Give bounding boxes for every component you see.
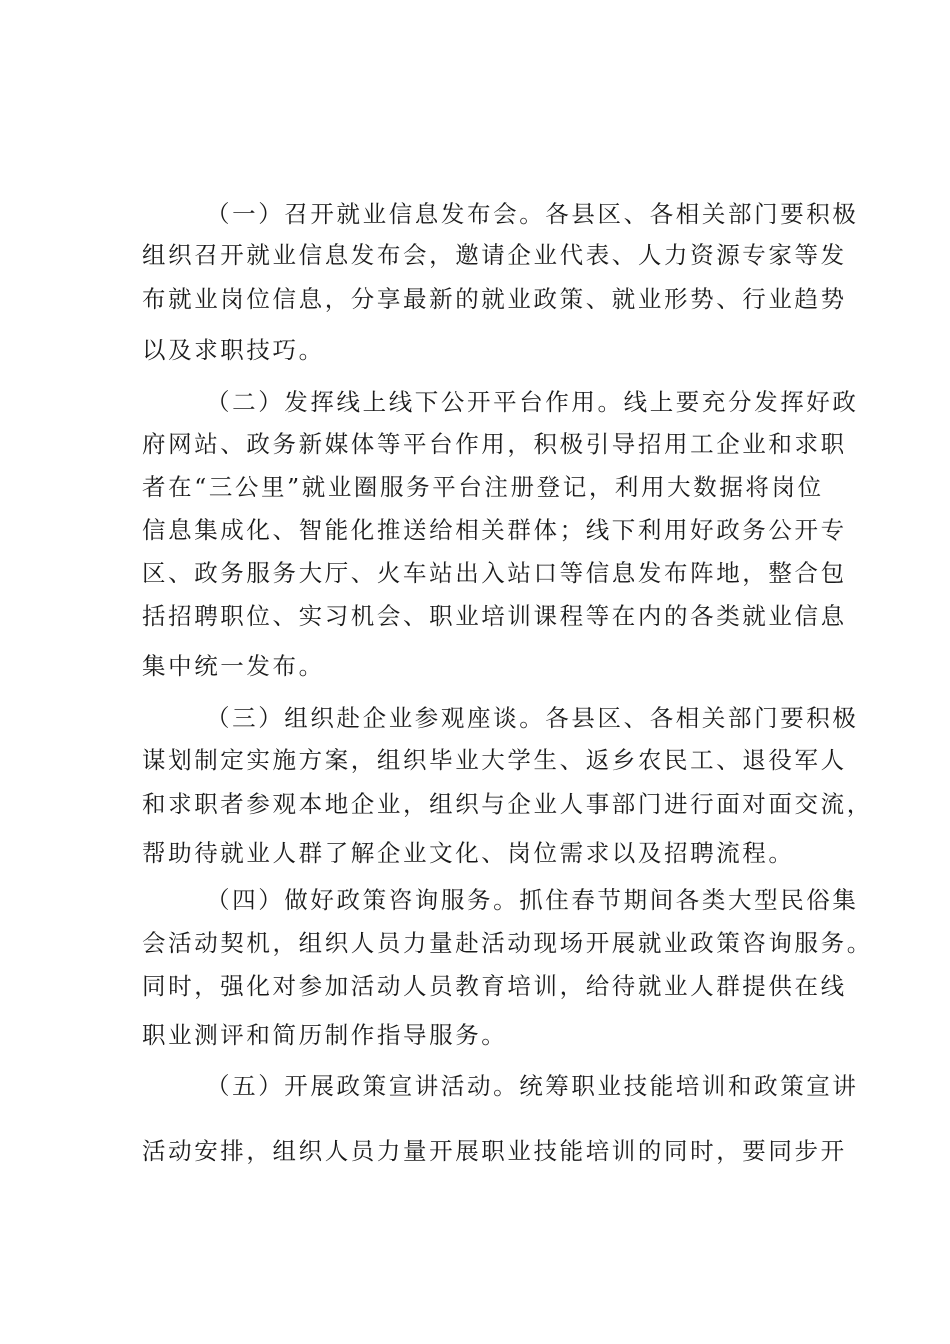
text-line: 集中统一发布。 [142, 652, 325, 680]
text-line: （二）发挥线上线下公开平台作用。线上要充分发挥好政 [206, 388, 859, 416]
text-line: 布就业岗位信息，分享最新的就业政策、就业形势、行业趋势 [142, 285, 847, 313]
text-line: 同时，强化对参加活动人员教育培训，给待就业人群提供在线 [142, 972, 847, 1000]
text-line: 信息集成化、智能化推送给相关群体；线下利用好政务公开专 [142, 516, 847, 544]
text-line: 组织召开就业信息发布会，邀请企业代表、人力资源专家等发 [142, 241, 847, 269]
text-line: （四）做好政策咨询服务。抓住春节期间各类大型民俗集 [206, 886, 859, 914]
text-line: 活动安排，组织人员力量开展职业技能培训的同时，要同步开 [142, 1137, 847, 1165]
text-line: 以及求职技巧。 [142, 336, 325, 364]
text-line: （五）开展政策宣讲活动。统筹职业技能培训和政策宣讲 [206, 1072, 859, 1100]
text-line: 谋划制定实施方案，组织毕业大学生、返乡农民工、退役军人 [142, 746, 847, 774]
text-line: （一）召开就业信息发布会。各县区、各相关部门要积极 [206, 200, 859, 228]
text-line: 区、政务服务大厅、火车站出入站口等信息发布阵地，整合包 [142, 559, 847, 587]
text-line: 职业测评和简历制作指导服务。 [142, 1021, 508, 1049]
text-line: 帮助待就业人群了解企业文化、岗位需求以及招聘流程。 [142, 839, 795, 867]
text-line: 括招聘职位、实习机会、职业培训课程等在内的各类就业信息 [142, 602, 847, 630]
text-line: （三）组织赴企业参观座谈。各县区、各相关部门要积极 [206, 704, 859, 732]
text-line: 者在“三公里”就业圈服务平台注册登记，利用大数据将岗位 [142, 473, 824, 501]
text-line: 会活动契机，组织人员力量赴活动现场开展就业政策咨询服务。 [142, 929, 873, 957]
text-line: 和求职者参观本地企业，组织与企业人事部门进行面对面交流， [142, 790, 873, 818]
text-line: 府网站、政务新媒体等平台作用，积极引导招用工企业和求职 [142, 430, 847, 458]
